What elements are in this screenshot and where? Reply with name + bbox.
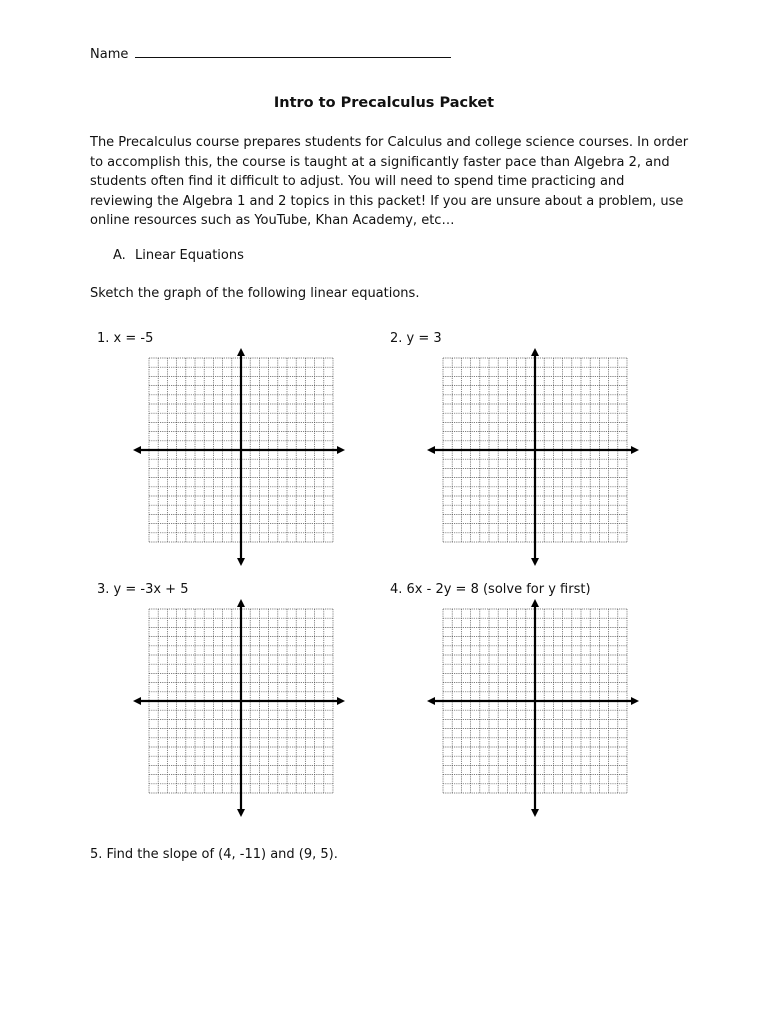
problem-4-label: 4. 6x - 2y = 8 (solve for y first) bbox=[390, 582, 591, 597]
intro-paragraph: The Precalculus course prepares students for Calculus and college science courses. In order to accomplish this, the course is taught at a significantly faster pace than Algebra 2, and students often find it difficult to adjust. You will need to spend time practicing and reviewing the Algebra 1 and 2 topics in this packet! If you are unsure about a problem, use online resources such as YouTube, Khan Academy, etc… bbox=[90, 135, 689, 228]
x-axis-right-arrow bbox=[337, 446, 345, 454]
coordinate-grid-1[interactable] bbox=[131, 346, 347, 568]
instruction-text: Sketch the graph of the following linear equations. bbox=[90, 286, 420, 301]
page-title: Intro to Precalculus Packet bbox=[273, 95, 495, 111]
y-axis-down-arrow bbox=[531, 809, 539, 817]
x-axis-left-arrow bbox=[133, 446, 141, 454]
x-axis-left-arrow bbox=[427, 697, 435, 705]
section-letter: A. bbox=[113, 248, 126, 263]
problem-2-label: 2. y = 3 bbox=[390, 331, 442, 346]
name-field-label bbox=[90, 45, 451, 62]
y-axis-up-arrow bbox=[531, 599, 539, 607]
y-axis-up-arrow bbox=[237, 599, 245, 607]
problem-1-label: 1. x = -5 bbox=[97, 331, 154, 346]
section-heading bbox=[113, 248, 244, 263]
problem-3-label: 3. y = -3x + 5 bbox=[97, 582, 189, 597]
name-blank-line[interactable] bbox=[135, 45, 451, 58]
x-axis-left-arrow bbox=[133, 697, 141, 705]
coordinate-grid-4[interactable] bbox=[425, 597, 641, 819]
question-5-text: 5. Find the slope of (4, -11) and (9, 5). bbox=[90, 847, 338, 862]
y-axis-down-arrow bbox=[531, 558, 539, 566]
x-axis-left-arrow bbox=[427, 446, 435, 454]
coordinate-grid-3[interactable] bbox=[131, 597, 347, 819]
y-axis-up-arrow bbox=[237, 348, 245, 356]
y-axis-up-arrow bbox=[531, 348, 539, 356]
x-axis-right-arrow bbox=[631, 446, 639, 454]
coordinate-grid-2[interactable] bbox=[425, 346, 641, 568]
x-axis-right-arrow bbox=[631, 697, 639, 705]
section-title: Linear Equations bbox=[135, 248, 244, 263]
y-axis-down-arrow bbox=[237, 809, 245, 817]
name-label: Name bbox=[90, 47, 129, 62]
y-axis-down-arrow bbox=[237, 558, 245, 566]
x-axis-right-arrow bbox=[337, 697, 345, 705]
